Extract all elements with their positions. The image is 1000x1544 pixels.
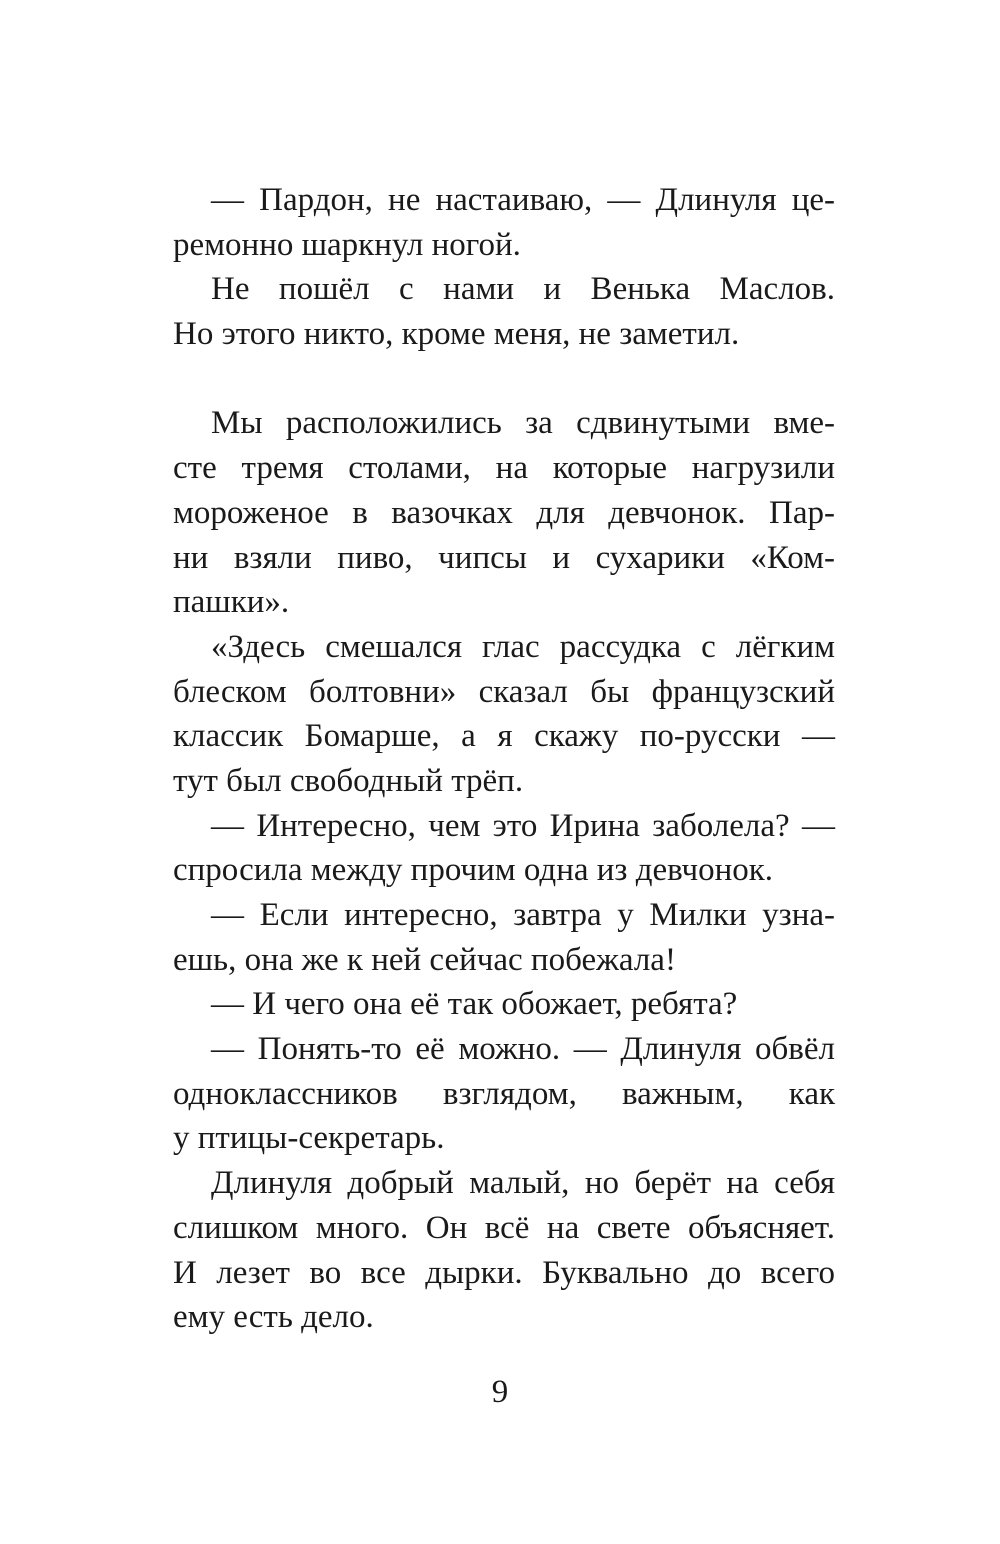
text-line: слишком много. Он всё на свете объясняет. <box>173 1209 835 1246</box>
text-line: мороженое в вазочках для девчонок. Пар- <box>173 494 835 531</box>
text-line: И лезет во все дырки. Буквально до всего <box>173 1254 835 1291</box>
text-line: — И чего она её так обожает, ребята? <box>211 986 738 1023</box>
section-break <box>173 357 835 402</box>
text-line: — Если интересно, завтра у Милки узна- <box>211 897 835 933</box>
text-line: Длинуля добрый малый, но берёт на себя <box>211 1165 835 1202</box>
text-line: ни взяли пиво, чипсы и сухарики «Ком- <box>173 539 835 576</box>
text-line: ему есть дело. <box>173 1299 374 1336</box>
text-line: — Пардон, не настаиваю, — Длинуля це- <box>211 182 835 218</box>
text-line: классик Бомарше, а я скажу по-русски — <box>173 718 835 755</box>
text-line: Но этого никто, кроме меня, не заметил. <box>173 316 740 353</box>
page-body <box>173 178 835 1340</box>
text-line: ремонно шаркнул ногой. <box>173 226 521 263</box>
text-line: Не пошёл с нами и Венька Маслов. <box>211 271 835 308</box>
text-line: «Здесь смешался глас рассудка с лёгким <box>211 628 835 665</box>
text-line: у птицы-секретарь. <box>173 1120 445 1157</box>
text-line: пашки». <box>173 584 290 621</box>
text-line: — Интересно, чем это Ирина заболела? — <box>211 807 835 844</box>
text-line: блеском болтовни» сказал бы французский <box>173 673 835 710</box>
text-line: сте тремя столами, на которые нагрузили <box>173 450 835 487</box>
text-line: тут был свободный трёп. <box>173 762 524 799</box>
text-line: ешь, она же к ней сейчас побежала! <box>173 941 676 978</box>
text-line: Мы расположились за сдвинутыми вме- <box>211 405 835 442</box>
text-line: одноклассников взглядом, важным, как <box>173 1075 835 1112</box>
page-number: 9 <box>491 1374 509 1410</box>
text-line: — Понять-то её можно. — Длинуля обвёл <box>211 1031 835 1068</box>
text-line: спросила между прочим одна из девчонок. <box>173 852 774 889</box>
